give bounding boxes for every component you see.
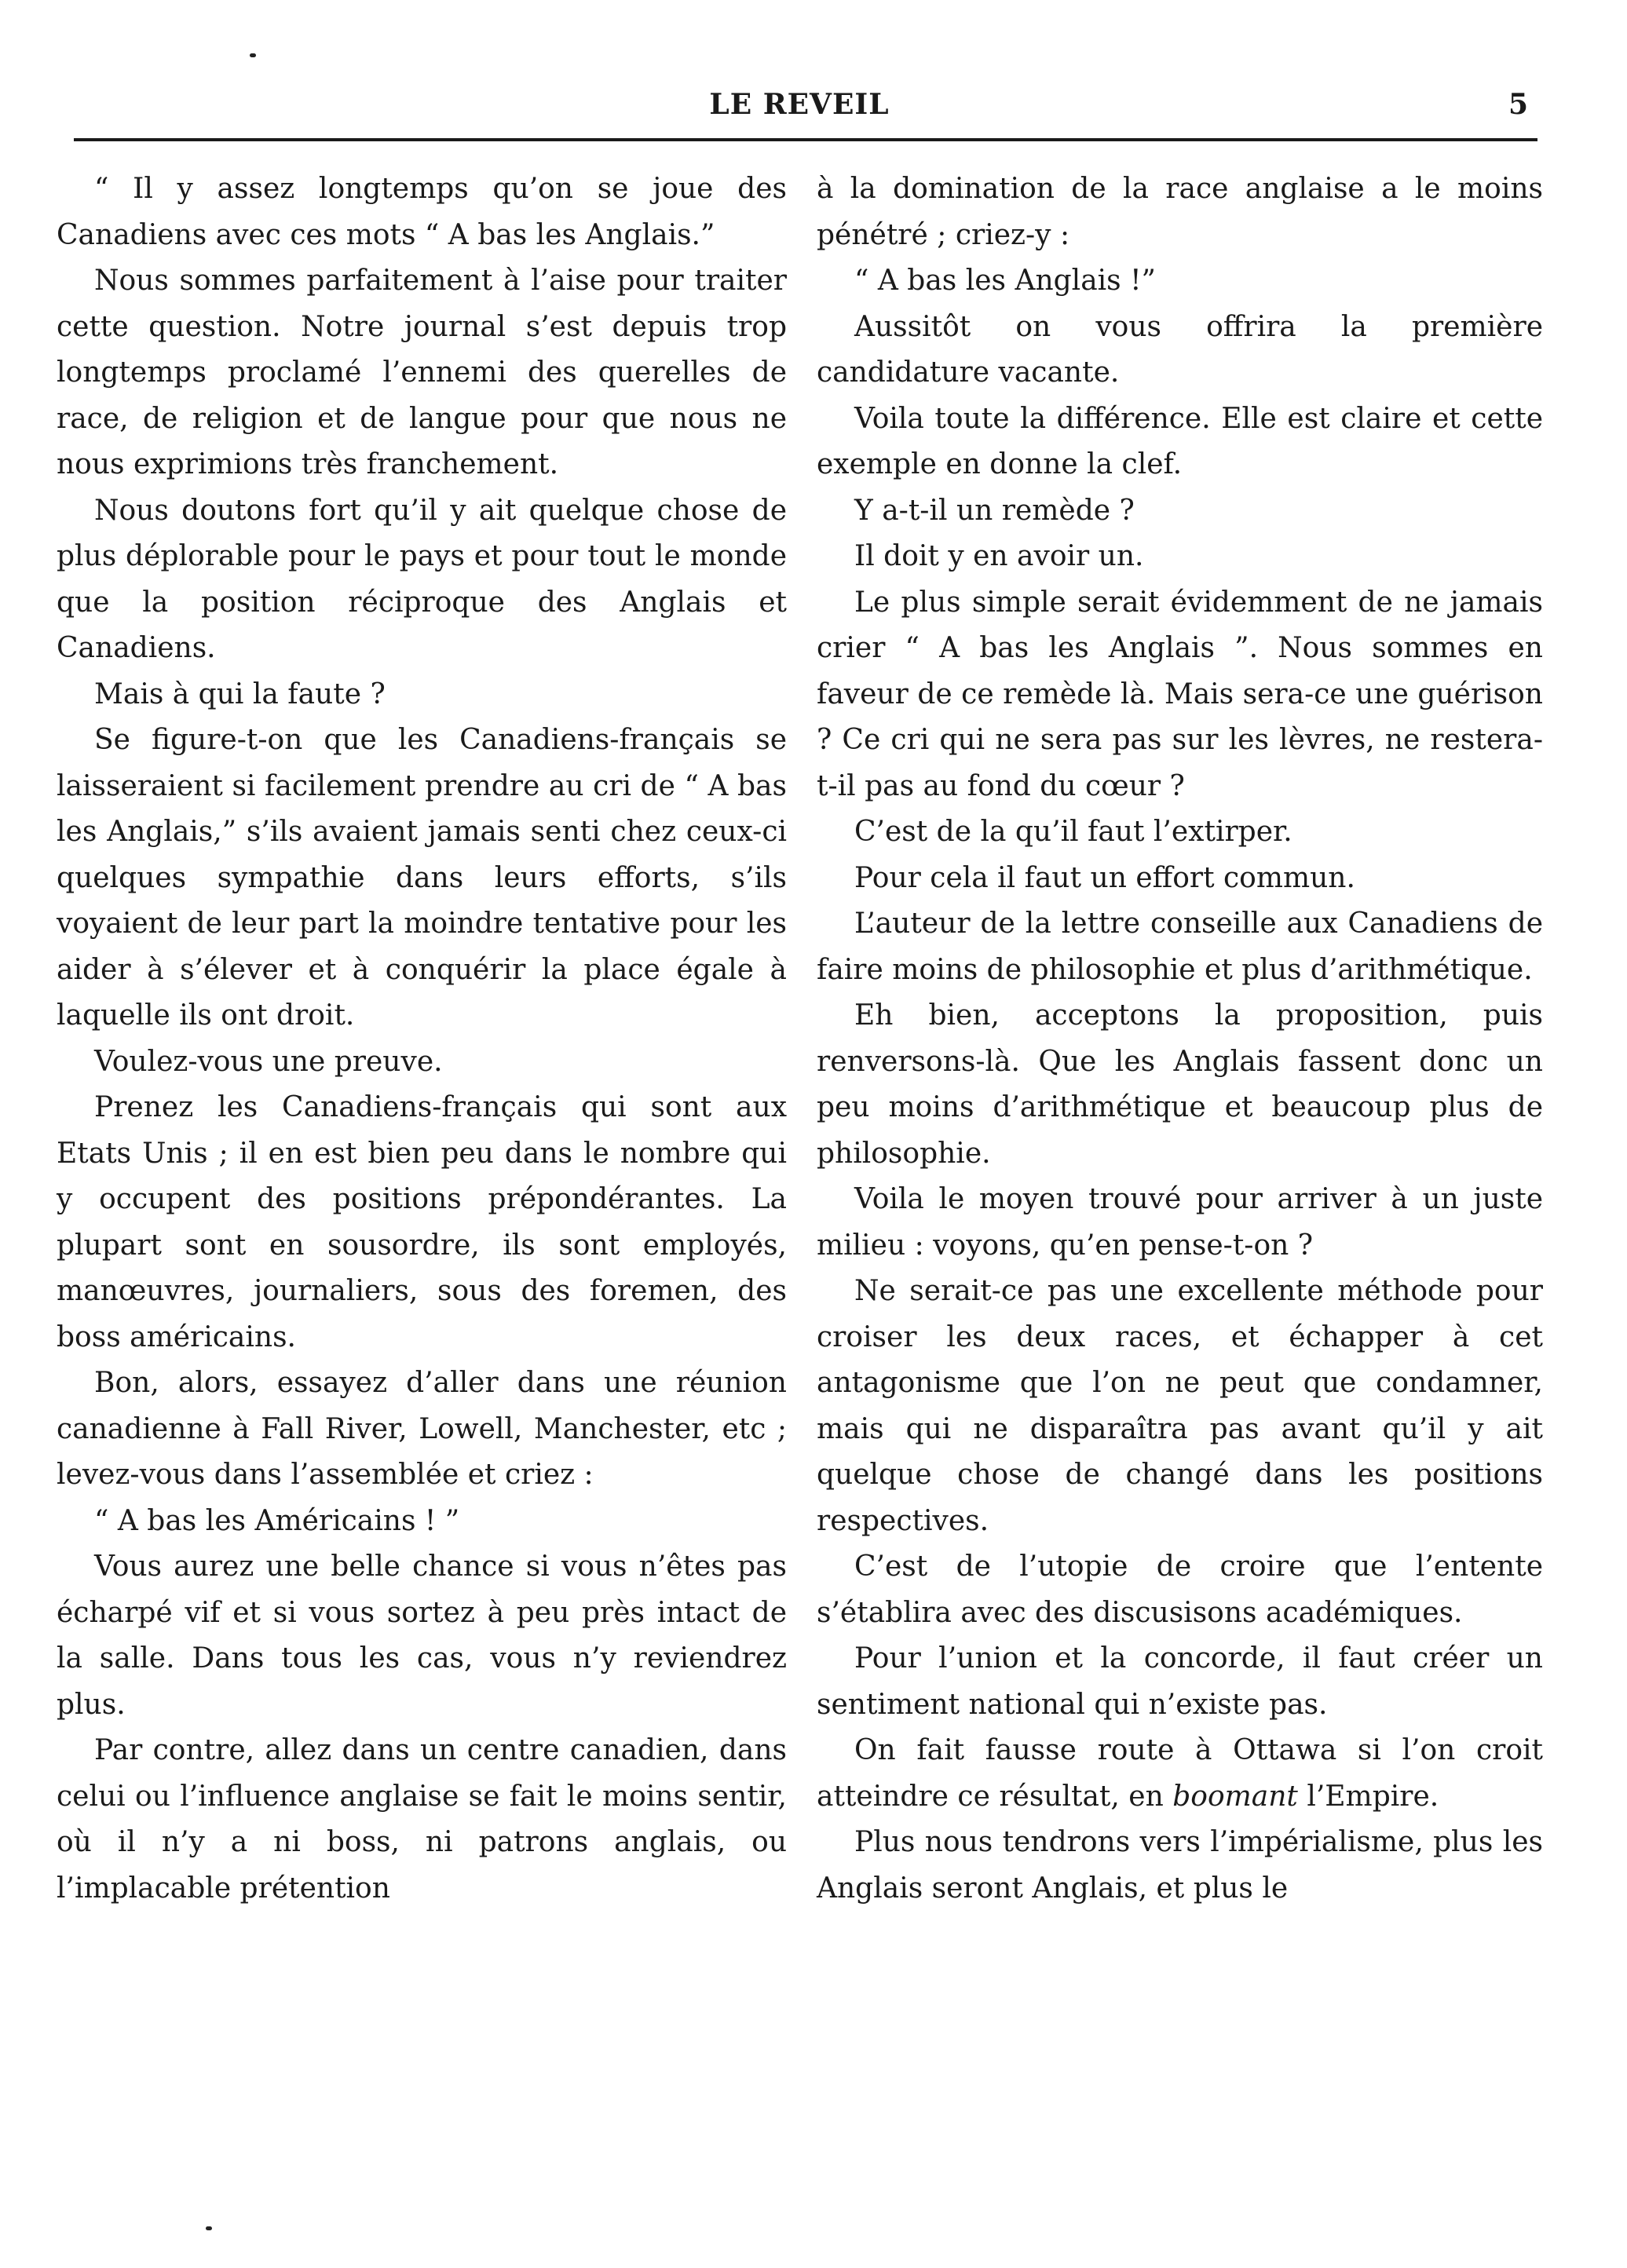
- ink-speck: [250, 53, 256, 57]
- paragraph-with-italic: [817, 1728, 1543, 1820]
- header-rule: [74, 138, 1537, 141]
- paragraph: Nous doutons fort qu’il y ait quelque chose de plus déplorable pour le pays et pour tout le monde que la position réciproque des Anglais et Canadiens.: [57, 494, 787, 664]
- quotation: “ A bas les Anglais !”: [854, 265, 1156, 297]
- paragraph: Par contre, allez dans un centre canadien, dans celui ou l’influence anglaise se fait le moins sentir, où il n’y a ni boss, ni patrons anglais, ou l’implacable prétention: [57, 1734, 787, 1905]
- paragraph: C’est de l’utopie de croire que l’entente s’établira avec des discusisons académiques.: [817, 1550, 1543, 1629]
- paragraph: Le plus simple serait évidemment de ne jamais crier “ A bas les Anglais ”. Nous sommes en faveur de ce remède là. Mais sera-ce une guérison ? Ce cri qui ne sera pas sur les lèvres, ne restera-t-il pas au fond du cœur ?: [817, 586, 1543, 802]
- paragraph: Eh bien, acceptons la proposition, puis renversons-là. Que les Anglais fassent donc un peu moins d’arithmétique et beaucoup plus de philosophie.: [817, 999, 1543, 1170]
- paragraph: Se figure-t-on que les Canadiens-français se laisseraient si facilement prendre au cri de “ A bas les Anglais,” s’ils avaient jamais senti chez ceux-ci quelques sympathie dans leurs efforts, s’ils voyaient de leur part la moindre tentative pour les aider à s’élever et à conquérir la place égale à laquelle ils ont droit.: [57, 724, 787, 1032]
- paragraph: Pour l’union et la concorde, il faut créer un sentiment national qui n’existe pas.: [817, 1642, 1543, 1721]
- right-column: [817, 166, 1543, 1912]
- paragraph: L’auteur de la lettre conseille aux Canadiens de faire moins de philosophie et plus d’arithmétique.: [817, 908, 1543, 986]
- ink-speck: [206, 2226, 212, 2230]
- paragraph: Nous sommes parfaitement à l’aise pour traiter cette question. Notre journal s’est depuis trop longtemps proclamé l’ennemi des querelles de race, de religion et de langue pour que nous ne nous exprimions très franchement.: [57, 265, 787, 480]
- journal-title: LE REVEIL: [709, 88, 890, 121]
- paragraph: Voila toute la différence. Elle est claire et cette exemple en donne la clef.: [817, 402, 1543, 480]
- paragraph: Bon, alors, essayez d’aller dans une réunion canadienne à Fall River, Lowell, Manchester, etc ; levez-vous dans l’assemblée et criez :: [57, 1367, 787, 1491]
- paragraph: Pour cela il faut un effort commun.: [854, 861, 1355, 894]
- italic-word: boomant: [1172, 1780, 1298, 1813]
- paragraph: Vous aurez une belle chance si vous n’êtes pas écharpé vif et si vous sortez à peu près intact de la salle. Dans tous les cas, vous n’y reviendrez plus.: [57, 1550, 787, 1721]
- paragraph: Voulez-vous une preuve.: [94, 1045, 443, 1078]
- quotation: “ A bas les Américains ! ”: [94, 1504, 460, 1537]
- page-number: 5: [1508, 88, 1528, 121]
- paragraph: Y a-t-il un remède ?: [854, 494, 1135, 527]
- paragraph: Mais à qui la faute ?: [94, 677, 386, 710]
- paragraph: Ne serait-ce pas une excellente méthode pour croiser les deux races, et échapper à cet antagonisme que l’on ne peut que condamner, mais qui ne disparaîtra pas avant qu’il y ait quelque chose de changé dans les positions respectives.: [817, 1275, 1543, 1537]
- paragraph: Plus nous tendrons vers l’impérialisme, plus les Anglais seront Anglais, et plus le: [817, 1826, 1543, 1905]
- paragraph: Il doit y en avoir un.: [854, 540, 1144, 572]
- paragraph: C’est de la qu’il faut l’extirper.: [854, 816, 1292, 848]
- text-run: l’Empire.: [1297, 1780, 1439, 1813]
- left-column: [57, 166, 787, 1912]
- paragraph: Voila le moyen trouvé pour arriver à un juste milieu : voyons, qu’en pense-t-on ?: [817, 1183, 1543, 1262]
- paragraph: Prenez les Canadiens-français qui sont aux Etats Unis ; il en est bien peu dans le nombre qui y occupent des positions prépondérantes. La plupart sont en sousordre, ils sont employés, manœuvres, journaliers, sous des foremen, des boss américains.: [57, 1091, 787, 1353]
- paragraph: Aussitôt on vous offrira la première candidature vacante.: [817, 310, 1543, 389]
- paragraph: “ Il y assez longtemps qu’on se joue des Canadiens avec ces mots “ A bas les Anglais.”: [57, 173, 787, 251]
- paragraph-continued: à la domination de la race anglaise a le moins pénétré ; criez-y :: [817, 173, 1543, 251]
- text-run: On fait fausse route à Ottawa si l’on croit atteindre ce résultat, en: [817, 1734, 1543, 1813]
